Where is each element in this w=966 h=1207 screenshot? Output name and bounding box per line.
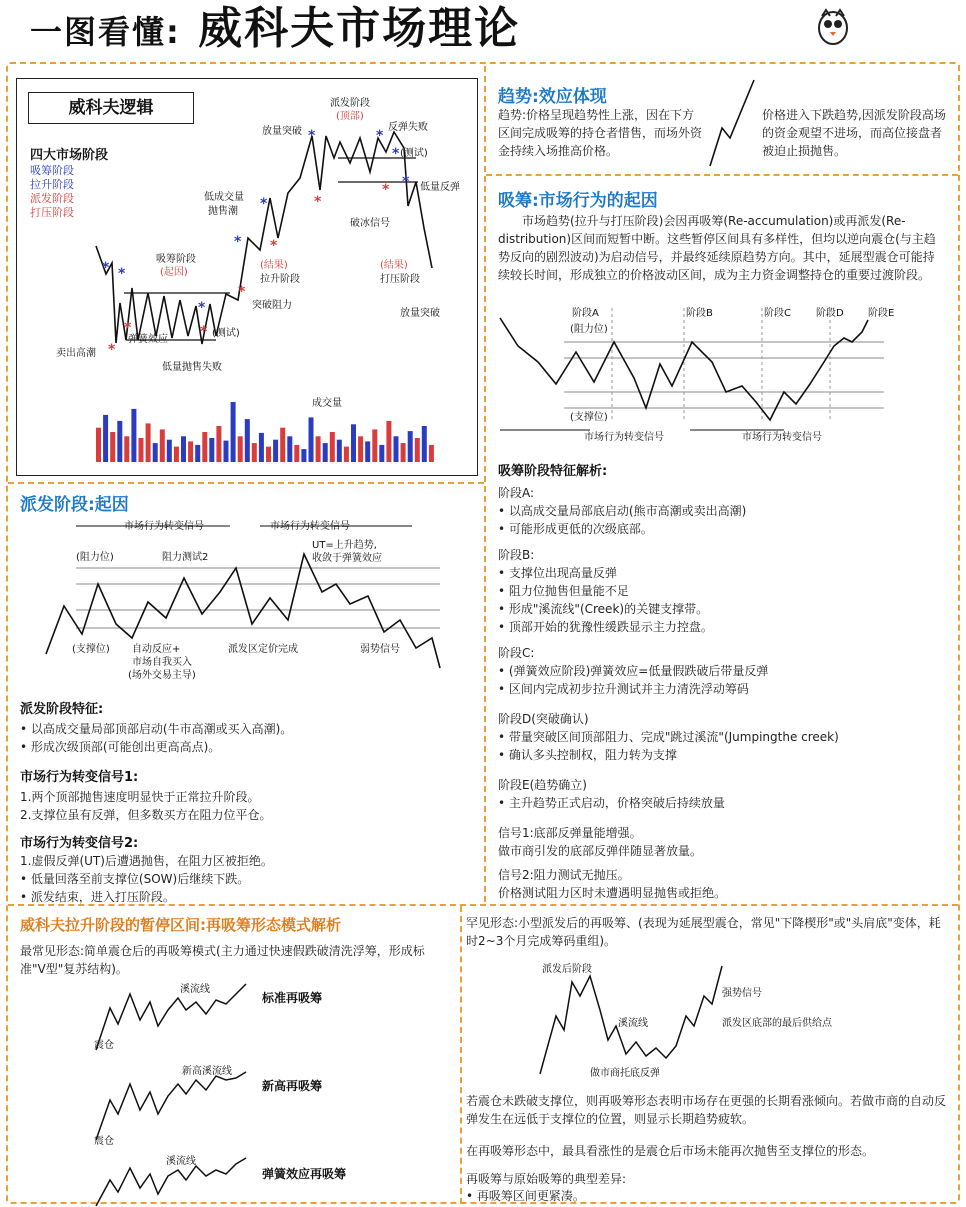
dist-lbl-dist-done: 派发区定价完成	[228, 644, 298, 655]
reaccum-rare-text: 罕见形态:小型派发后的再吸筹、(表现为延展型震仓，常见"下降楔形"或"头肩底"变体，耗时2~3个月完成筹码重组)。	[466, 916, 941, 948]
phase-legend-2: 拉升阶段	[30, 178, 74, 191]
phase-legend-3: 派发阶段	[30, 192, 74, 205]
trend-heading: 趋势:效应体现	[498, 87, 607, 107]
volume-bar	[231, 402, 236, 462]
lbl-distribution-top: 派发阶段	[330, 98, 370, 109]
volume-bar	[224, 441, 229, 462]
pattern-2-creek: 新高溪流线	[182, 1066, 232, 1077]
vertical-divider-top	[484, 66, 486, 902]
lbl-spring: 弹簧效应	[128, 334, 168, 345]
stage-a-item: • 以高成交量局部底启动(熊市高潮或卖出高潮)	[498, 504, 747, 518]
stage-e-title: 阶段E(趋势确立)	[498, 778, 587, 792]
star-icon: *	[392, 146, 400, 162]
volume-bar	[330, 432, 335, 462]
accum-lbl-phase-c: 阶段C	[764, 308, 791, 319]
stage-e-item: • 主升趋势正式启动，价格突破后持续放量	[498, 796, 725, 810]
rare-lbl-dist: 派发后阶段	[542, 964, 592, 975]
dist-lbl-ut1: UT=上升趋势,	[312, 540, 377, 551]
pattern-3-name: 弹簧效应再吸筹	[262, 1167, 347, 1181]
lbl-result2: (结果)	[380, 260, 408, 271]
volume-bar	[358, 436, 363, 462]
dist-lbl-resist-test2: 阻力测试2	[162, 552, 209, 563]
volume-bar	[245, 419, 250, 462]
accum-lbl-support: (支撑位)	[570, 412, 608, 423]
signal-1-title: 信号1:底部反弹量能增强。	[498, 826, 642, 840]
trend-left-text: 趋势:价格呈现趋势性上涨，因在下方区间完成吸筹的持仓者惜售，而场外资金持续入场推高价格。	[498, 108, 703, 158]
lbl-volume-breakout: 放量突破	[400, 308, 440, 319]
reaccum-patterns-chart	[90, 980, 380, 1206]
pattern-2-name: 新高再吸筹	[262, 1079, 323, 1093]
volume-bar	[117, 421, 122, 462]
volume-bar	[181, 436, 186, 462]
volume-bar	[415, 438, 420, 462]
volume-bar	[273, 440, 278, 462]
reaccum-diff-item: • 再吸筹区间更紧凑。	[466, 1189, 585, 1203]
volume-bar	[287, 436, 292, 462]
signal-1-text: 做市商引发的底部反弹伴随显著放量。	[498, 844, 703, 858]
lbl-test: (测试)	[400, 148, 428, 159]
lbl-rebound-fail: 反弹失败	[388, 122, 428, 133]
volume-bar	[401, 443, 406, 462]
volume-bars	[96, 402, 434, 462]
stage-d-item: • 带量突破区间顶部阻力、完成"跳过溪流"(Jumpingthe creek)	[498, 730, 839, 744]
dist-features-title: 派发阶段特征:	[20, 702, 104, 717]
star-icon: *	[238, 284, 246, 300]
volume-bar	[167, 440, 172, 462]
star-icon: *	[376, 128, 384, 144]
rare-lbl-strong: 强势信号	[722, 988, 762, 999]
dist-lbl-support: (支撑位)	[72, 644, 110, 655]
volume-bar	[139, 438, 144, 462]
star-icon: *	[314, 194, 322, 210]
star-icon: *	[234, 234, 242, 250]
lbl-sell-dump: 抛售潮	[208, 206, 238, 217]
logic-box-title: 威科夫逻辑	[28, 92, 194, 124]
volume-bar	[316, 436, 321, 462]
stage-d-title: 阶段D(突破确认)	[498, 712, 589, 726]
dist-signal2-title: 市场行为转变信号2:	[20, 836, 139, 851]
volume-bar	[344, 447, 349, 462]
trend-right-text: 价格进入下跌趋势,因派发阶段高场的资金观望不进场，而高位接盘者被迫止损抛售。	[762, 108, 946, 158]
reaccum-diff-title: 再吸筹与原始吸筹的典型差异:	[466, 1172, 627, 1186]
lbl-volume-break: 放量突破	[262, 126, 302, 137]
volume-bar	[238, 436, 243, 462]
reaccum-para1: 若震仓未跌破支撑位，则再吸筹形态表明市场存在更强的长期看涨倾向。若做市商的自动反弹发生在远低于支撑位的位置，则显示长期趋势疲软。	[466, 1094, 947, 1126]
four-phases-title: 四大市场阶段	[30, 148, 109, 163]
volume-bar	[408, 431, 413, 462]
dist-lbl-ut2: 收敛于弹簧效应	[312, 553, 382, 564]
stage-c-item: • (弹簧效应阶段)弹簧效应=低量假跌破后带量反弹	[498, 664, 769, 678]
accum-lbl-signal1: 市场行为转变信号	[584, 432, 664, 443]
trend-arrow-diagram	[704, 76, 758, 170]
wyckoff-logic-diagram	[16, 78, 478, 476]
rare-lbl-bottom-mark: 派发区底部的最后供给点	[722, 1018, 832, 1029]
pattern-1-shake: 震仓	[94, 1040, 114, 1051]
logic-price-path	[96, 132, 432, 344]
reaccum-common-text: 最常见形态:简单震仓后的再吸筹模式(主力通过快速假跌破清洗浮筹，形成标准"V型"复苏结构)。	[20, 944, 425, 976]
volume-bar	[379, 445, 384, 462]
signal-2-title: 信号2:阻力测试无抛压。	[498, 868, 630, 882]
volume-bar	[96, 428, 101, 462]
accum-phase-chart	[494, 302, 914, 448]
reaccum-rare-chart	[530, 956, 860, 1084]
volume-bar	[153, 443, 158, 462]
volume-bar	[266, 447, 271, 462]
reaccum-para2: 在再吸筹形态中，最具看涨性的是震仓后市场未能再次抛售至支撑位的形态。	[466, 1144, 875, 1158]
volume-bar	[160, 429, 165, 462]
pattern-2-path	[96, 1072, 246, 1140]
accum-analysis-title: 吸筹阶段特征解析:	[498, 464, 608, 479]
dist-lbl-auto-react2: 市场自我买入	[132, 657, 192, 668]
volume-bar	[337, 440, 342, 462]
volume-bar	[209, 438, 214, 462]
star-icon: *	[382, 182, 390, 198]
stage-b-item: • 支撑位出现高量反弹	[498, 566, 617, 580]
volume-bar	[429, 445, 434, 462]
page-title-prefix: 一图看懂:	[30, 13, 181, 51]
lbl-break-ice: 破冰信号	[350, 218, 390, 229]
volume-bar	[309, 417, 314, 462]
page-title	[30, 0, 830, 58]
accum-lbl-resistance: (阻力位)	[570, 324, 608, 335]
dist-signal1-item: 2.支撑位虽有反弹，但多数买方在阻力位平仓。	[20, 808, 272, 822]
volume-bar	[422, 426, 427, 462]
dist-lbl-signal-a: 市场行为转变信号	[124, 521, 204, 532]
accum-intro: 市场趋势(拉升与打压阶段)会因再吸筹(Re-accumulation)或再派发(Re-distribution)区间而短暂中断。这些暂停区间具有多样性，但均以逆向震仓(与主趋势反向的剧烈波动)为启动信号，并最终延续原趋势方向。其中，延展型震仓可能持续较长时间，形成独立的价格波动区间，成为主力资金调整持仓的重要过渡阶段。	[498, 214, 936, 282]
stage-a-item: • 可能形成更低的次级底部。	[498, 522, 653, 536]
dist-signal2-item: • 派发结束，进入打压阶段。	[20, 890, 175, 904]
pattern-1-creek: 溪流线	[180, 984, 210, 995]
lbl-low-volume-rebound: 低量反弹	[420, 182, 460, 193]
pattern-1-name: 标准再吸筹	[262, 991, 323, 1005]
lbl-test2: (测试)	[212, 328, 240, 339]
accum-lbl-phase-d: 阶段D	[816, 308, 844, 319]
lbl-top-paren: (顶部)	[336, 111, 364, 122]
dist-heading: 派发阶段:起因	[20, 495, 129, 515]
pattern-3-creek: 溪流线	[166, 1156, 196, 1167]
dist-lbl-signal-b: 市场行为转变信号	[270, 521, 350, 532]
reaccum-heading: 威科夫拉升阶段的暂停区间:再吸筹形态模式解析	[20, 916, 342, 934]
stage-d-item: • 确认多头控制权，阻力转为支撑	[498, 748, 677, 762]
volume-bar	[294, 445, 299, 462]
lbl-start-paren: (起因)	[160, 267, 188, 278]
dist-feature: • 以高成交量局部顶部启动(牛市高潮或买入高潮)。	[20, 722, 293, 736]
lbl-volume: 成交量	[312, 398, 342, 409]
star-icon: *	[124, 320, 132, 336]
phase-legend-1: 吸筹阶段	[30, 164, 74, 177]
star-icon: *	[260, 196, 268, 212]
signal-2-text: 价格测试阻力区时未遭遇明显抛售或拒绝。	[498, 886, 727, 900]
star-icon: *	[200, 324, 208, 340]
dist-lbl-auto-react1: 自动反应+	[132, 644, 181, 655]
star-icon: *	[308, 128, 316, 144]
dist-feature: • 形成次级顶部(可能创出更高高点)。	[20, 740, 221, 754]
accum-lbl-phase-a: 阶段A	[572, 308, 599, 319]
star-icon: *	[402, 174, 410, 190]
stage-b-item: • 形成"溪流线"(Creek)的关键支撑带。	[498, 602, 709, 616]
volume-bar	[323, 443, 328, 462]
stage-c-title: 阶段C:	[498, 646, 535, 660]
volume-bar	[174, 447, 179, 462]
dist-phase-chart	[20, 514, 470, 690]
dist-signal1-item: 1.两个顶部抛售速度明显快于正常拉升阶段。	[20, 790, 260, 804]
dist-lbl-weak-signal: 弱势信号	[360, 644, 400, 655]
lbl-low-vol-sell: 低成交量	[204, 192, 244, 203]
dist-lbl-auto-react3: (场外交易主导)	[128, 670, 196, 681]
page-title-main: 威科夫市场理论	[198, 3, 521, 54]
lbl-markup-result: (结果)	[260, 260, 288, 271]
volume-bar	[386, 421, 391, 462]
star-icon: *	[102, 260, 110, 276]
stage-b-item: • 顶部开始的犹豫性缓跌显示主力控盘。	[498, 620, 713, 634]
rare-lbl-mm-rebound: 做市商托底反弹	[590, 1068, 660, 1079]
divider-right-1	[486, 174, 958, 176]
volume-bar	[252, 443, 257, 462]
volume-bar	[351, 424, 356, 462]
volume-bar	[280, 428, 285, 462]
divider-left-1	[8, 482, 484, 484]
lbl-accum-phase: 吸筹阶段	[156, 254, 196, 265]
star-icon: *	[118, 266, 126, 282]
accum-lbl-phase-e: 阶段E	[868, 308, 895, 319]
volume-bar	[259, 433, 264, 462]
lbl-markdown-phase: 打压阶段	[380, 274, 420, 285]
volume-bar	[394, 436, 399, 462]
volume-bar	[195, 445, 200, 462]
volume-bar	[202, 432, 207, 462]
stage-a-title: 阶段A:	[498, 486, 535, 500]
accum-heading: 吸筹:市场行为的起因	[498, 191, 658, 211]
stage-b-title: 阶段B:	[498, 548, 535, 562]
volume-bar	[124, 436, 129, 462]
volume-bar	[365, 441, 370, 462]
dist-signal1-title: 市场行为转变信号1:	[20, 770, 139, 785]
star-icon: *	[198, 300, 206, 316]
pattern-2-shake: 震仓	[94, 1136, 114, 1147]
lbl-sell-climax: 卖出高潮	[56, 348, 96, 359]
volume-bar	[372, 429, 377, 462]
dist-signal2-item: • 低量回落至前支撑位(SOW)后继续下跌。	[20, 872, 250, 886]
volume-bar	[103, 415, 108, 462]
owl-icon	[808, 4, 858, 48]
trend-line	[710, 80, 754, 166]
volume-bar	[146, 423, 151, 462]
phase-legend-4: 打压阶段	[30, 206, 74, 219]
dist-lbl-resistance: (阻力位)	[76, 552, 114, 563]
accum-lbl-phase-b: 阶段B	[686, 308, 713, 319]
volume-bar	[110, 432, 115, 462]
star-icon: *	[270, 238, 278, 254]
stage-c-item: • 区间内完成初步拉升测试并主力清洗浮动筹码	[498, 682, 749, 696]
pattern-1-path	[96, 984, 246, 1050]
lbl-markup-phase: 拉升阶段	[260, 274, 300, 285]
accum-lbl-signal2: 市场行为转变信号	[742, 432, 822, 443]
stage-b-item: • 阻力位抛售但量能不足	[498, 584, 629, 598]
volume-bar	[216, 426, 221, 462]
rare-lbl-creek: 溪流线	[618, 1018, 648, 1029]
volume-bar	[131, 409, 136, 462]
star-icon: *	[108, 342, 116, 358]
lbl-breakout-resist: 突破阻力	[252, 300, 292, 311]
vertical-divider-bottom	[460, 906, 462, 1204]
volume-bar	[301, 449, 306, 462]
dist-signal2-item: 1.虚假反弹(UT)后遭遇抛售，在阻力区被拒绝。	[20, 854, 273, 868]
lbl-low-vol-fail: 低量抛售失败	[162, 362, 222, 373]
volume-bar	[188, 441, 193, 462]
